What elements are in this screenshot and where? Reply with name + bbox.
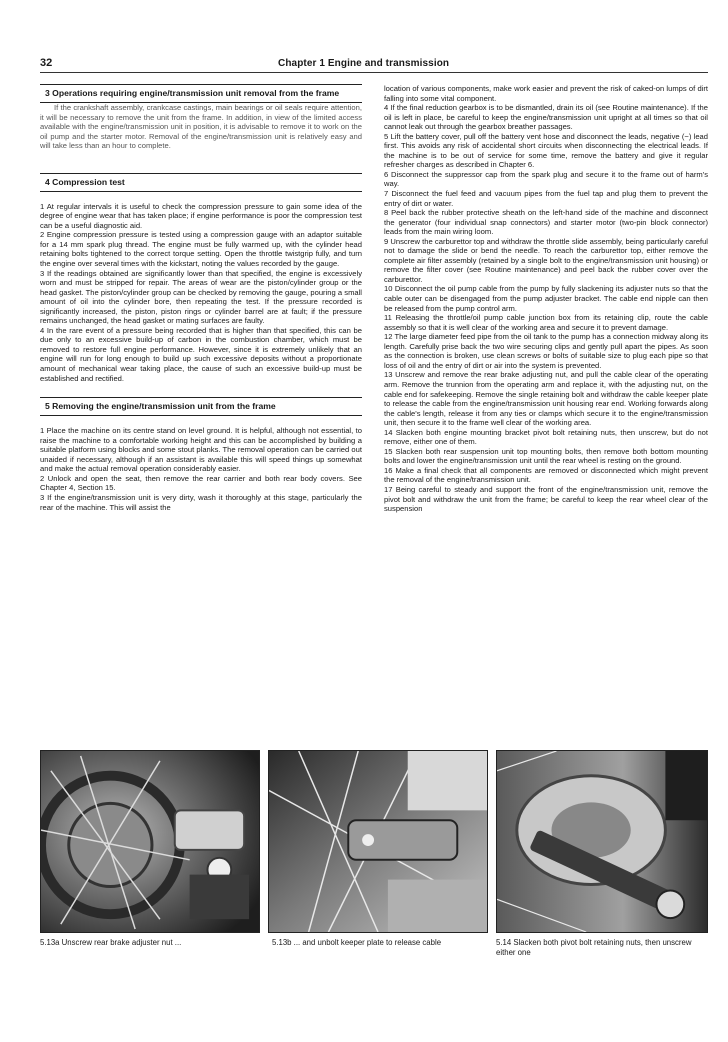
- photo-keeper-plate: [268, 750, 488, 933]
- paragraph: 11 Releasing the throttle/oil pump cable junction box from its retaining clip, route the cable assembly so that it is well clear of the working area and secure it to prevent damage.: [384, 313, 708, 332]
- paragraph: 4 In the rare event of a pressure being recorded that is higher than that specified, this can be due only to an excessive build-up of carbon in the combustion chamber, which must be removed to restore full engine performance. However, since it is extremely unlikely that an engine will run for long enough to build up such excessive deposits without a proportionate amount of mechanical wear taking place, the cause of such an excessive build-up must be established and rectified.: [40, 325, 362, 383]
- section-3-paragraph: If the crankshaft assembly, crankcase castings, main bearings or oil seals require attention, it will be necessary to remove the unit from the frame. In addition, in view of the limited access available with the engine/transmission unit in position, it is advisable to remove it to work on the oil pump and the starter motor. Removal of the engine/transmission unit is relatively easy and will take less than an hour to complete.: [40, 103, 362, 151]
- section-5-body: [40, 426, 362, 512]
- paragraph: 14 Slacken both engine mounting bracket pivot bolt retaining nuts, then unscrew, but do not remove, either one of them.: [384, 427, 708, 447]
- paragraph: 2 Engine compression pressure is tested using a compression gauge with an adaptor suitable for a 14 mm spark plug thread. The engine must be fully warmed up, with the cylinder head retaining bolts tightened to the correct torque setting. Open the throttle twistgrip fully, and turn the engine over several times with the kickstart, noting the values recorded by the gauge.: [40, 230, 362, 269]
- paragraph: 6 Disconnect the suppressor cap from the spark plug and secure it to the frame out of harm's way.: [384, 169, 708, 189]
- running-head: Chapter 1 Engine and transmission: [278, 58, 450, 69]
- paragraph: 15 Slacken both rear suspension unit top mounting bolts, then remove both bottom mounting bolts and lower the engine/transmission unit until the rear wheel is resting on the ground.: [384, 446, 708, 466]
- figure-caption: 5.13a Unscrew rear brake adjuster nut ...: [40, 938, 182, 947]
- paragraph: 16 Make a final check that all components are removed or disconnected which might prevent the removal of the engine/transmission unit.: [384, 465, 708, 485]
- paragraph: 4 If the final reduction gearbox is to be dismantled, drain its oil (see Routine maintenance). If the oil is left in place, be careful to keep the engine/transmission unit upright at all times so that oil cannot leak out through the gearbox breather passages.: [384, 103, 708, 132]
- section-4-body: [40, 202, 362, 383]
- figure-caption: 5.13b ... and unbolt keeper plate to release cable: [272, 938, 442, 947]
- section-4-heading: 4 Compression test: [40, 173, 362, 192]
- paragraph: 5 Lift the battery cover, pull off the battery vent hose and disconnect the leads, negative (−) lead first. This avoids any risk of accidental short circuits when disconnecting the electrical leads. If the machine is to be out of service for some time, remove the battery and give it regular refresher charges as described in Chapter 6.: [384, 131, 708, 170]
- paragraph: 2 Unlock and open the seat, then remove the rear carrier and both rear body covers. See Chapter 4, Section 15.: [40, 473, 362, 493]
- page-number: 32: [40, 57, 53, 69]
- paragraph: 12 The large diameter feed pipe from the oil tank to the pump has a connection midway along its length. Carefully prise back the two wire securing clips and gently pull apart the pipes. As soon as the connection is broken, use clean screws or bolts of suitable size to plug each pipe so that loss of oil and the entry of dirt or air into the system is prevented.: [384, 332, 708, 370]
- paragraph: 7 Disconnect the fuel feed and vacuum pipes from the fuel tap and plug them to prevent the entry of dirt or water.: [384, 189, 708, 208]
- paragraph: 10 Disconnect the oil pump cable from the pump by fully slackening its adjuster nuts so that the cable outer can be disengaged from the pump adjuster bracket. The cable end nipple can then be released from the pump control arm.: [384, 284, 708, 313]
- photo-row: [40, 750, 708, 933]
- paragraph: 9 Unscrew the carburettor top and withdraw the throttle slide assembly, being particularly careful not to damage the slide or bend the needle. To reach the carburettor top, either remove the complete air filter assembly (retained by a single bolt to the engine/transmission unit housing) or remove the filter cover (see Routine maintenance) and peel back the rubber cover over the carburettor.: [384, 236, 708, 284]
- left-column: [40, 84, 362, 512]
- section-5-heading: 5 Removing the engine/transmission unit from the frame: [40, 397, 362, 416]
- paragraph: 13 Unscrew and remove the rear brake adjusting nut, and pull the cable clear of the operating arm. Remove the trunnion from the operating arm and replace it, with the adjusting nut, on the cable end for safekeeping. Remove the single retaining bolt and withdraw the cable keeper plate to release the cable from the engine/transmission unit housing rear end. Working forwards along the cable's length, release it from any ties or clamps which secure it to the engine/transmission unit, then secure it to the frame well clear of the working area.: [384, 370, 708, 428]
- paragraph: location of various components, make work easier and prevent the risk of caked-on lumps of dirt falling into some vital component.: [384, 84, 708, 103]
- section-3-heading: 3 Operations requiring engine/transmission unit removal from the frame: [40, 84, 362, 103]
- paragraph: 1 At regular intervals it is useful to check the compression pressure to gain some idea of the degree of engine wear that has taken place; if engine performance is poor the compression test can be a useful diagnostic aid.: [40, 201, 362, 230]
- photo-pivot-bolt: [496, 750, 708, 933]
- paragraph: 8 Peel back the rubber protective sheath on the left-hand side of the machine and disconnect the generator (four individual snap connectors) and starter motor (two-pin block connector) leads from the main wiring loom.: [384, 208, 708, 237]
- paragraph: 3 If the readings obtained are significantly lower than that specified, the engine is excessively worn and must be stripped for repair. The areas of wear are the piston/cylinder group or the head gasket. The piston/cylinder group can be checked by removing the gauge, pouring a small amount of oil into the cylinder bore, then repeating the test. If the pressure recorded is significantly increased, the piston, piston rings or cylinder barrel are at fault; if the pressure remains unchanged, the head gasket or mating surfaces are faulty.: [40, 268, 362, 326]
- paragraph: 1 Place the machine on its centre stand on level ground. It is helpful, although not essential, to raise the machine to a comfortable working height and this can be accomplished by building a suitable platform using blocks and some stout planks. The removal operation can be carried out unaided if necessary, although if an assistant is available this will speed things up somewhat and make the actual removal operation considerably easier.: [40, 426, 362, 474]
- right-column: [384, 84, 708, 514]
- paragraph: 3 If the engine/transmission unit is very dirty, wash it thoroughly at this stage, particularly the rear of the machine. This will assist the: [40, 492, 362, 512]
- header-rule: [40, 72, 708, 73]
- figure-caption: 5.14 Slacken both pivot bolt retaining nuts, then unscrew either one: [496, 938, 692, 957]
- photo-brake-adjuster-nut: [40, 750, 260, 933]
- paragraph: 17 Being careful to steady and support the front of the engine/transmission unit, remove the pivot bolt and withdraw the unit from the frame; be careful to keep the rear wheel clear of the suspension: [384, 484, 708, 514]
